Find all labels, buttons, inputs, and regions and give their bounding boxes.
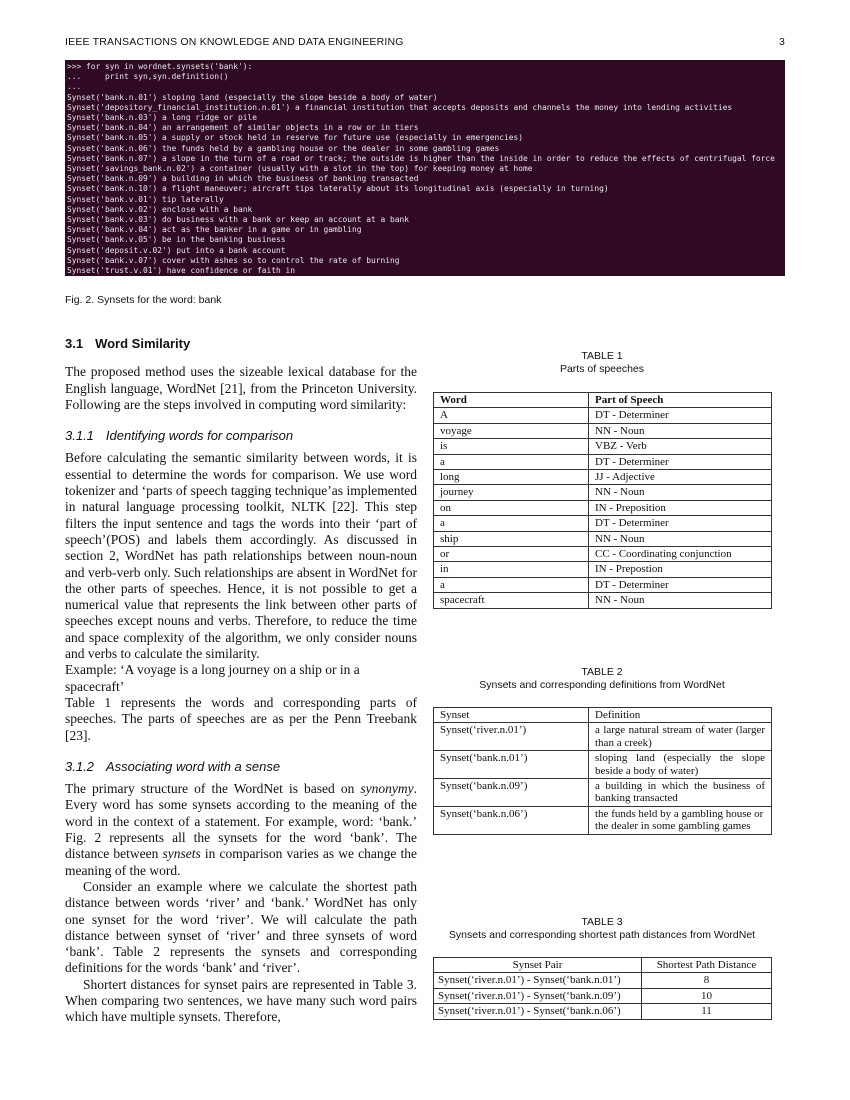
table-row bbox=[434, 562, 772, 577]
table-label: TABLE 2 bbox=[581, 666, 623, 678]
table-cell: a bbox=[434, 516, 589, 531]
table3-caption bbox=[432, 916, 772, 942]
table-cell: DT - Determiner bbox=[589, 454, 772, 469]
terminal-line: Synset('bank.v.03') do business with a bank or keep an account at a bank bbox=[67, 215, 410, 225]
terminal-line: Synset('bank.n.07') a slope in the turn of a road or track; the outside is higher than the inside in order to reduce the effects of centrifugal force bbox=[67, 153, 775, 163]
terminal-line: Synset('bank.n.01') sloping land (especially the slope beside a body of water) bbox=[67, 92, 438, 102]
table-cell: on bbox=[434, 500, 589, 515]
table-header-row bbox=[434, 393, 772, 408]
table-cell: or bbox=[434, 547, 589, 562]
terminal-line: Synset('bank.n.06') the funds held by a gambling house or the dealer in some gambling games bbox=[67, 143, 500, 153]
terminal-line: ... bbox=[67, 82, 82, 92]
table-row bbox=[434, 500, 772, 515]
table-cell: NN - Noun bbox=[589, 593, 772, 608]
subsection-heading bbox=[65, 428, 417, 444]
terminal-line: Synset('bank.v.05') be in the banking business bbox=[67, 235, 286, 245]
table-cell: a building in which the business of banking transacted bbox=[589, 779, 772, 807]
table-cell: Synset(‘bank.n.06’) bbox=[434, 806, 589, 834]
table1 bbox=[433, 392, 772, 609]
table-row bbox=[434, 423, 772, 438]
table-title: Parts of speeches bbox=[559, 363, 645, 375]
table-cell: Synset(‘river.n.01’) - Synset(‘bank.n.06’) bbox=[434, 1004, 642, 1019]
terminal-line: Synset('deposit.v.02') put into a bank account bbox=[67, 245, 286, 255]
column-header: Synset bbox=[434, 708, 589, 723]
table-cell: 11 bbox=[642, 1004, 772, 1019]
paragraph: Shortert distances for synset pairs are represented in Table 3. When comparing two sentences, we have many such word pairs which have multiple synsets. Therefore, bbox=[65, 976, 417, 1025]
terminal-line: Synset('bank.n.05') a supply or stock held in reserve for future use (especially in emergencies) bbox=[67, 133, 524, 143]
table-header-row bbox=[434, 708, 772, 723]
text-run: The primary structure of the WordNet is based on bbox=[65, 781, 361, 797]
paragraph: Consider an example where we calculate the shortest path distance between words ‘river’ and ‘bank.’ WordNet has only one synset for the word ‘river’. We will calculate the path distance between synset of ‘river’ and three synsets of word ‘bank’. Table 2 represents the synsets and corresponding definitions for the words ‘bank’ and ‘river’. bbox=[65, 878, 417, 976]
section-heading bbox=[65, 336, 417, 352]
text-run: in comparison varies as we change the meaning of the word. bbox=[65, 846, 417, 878]
table-cell: a bbox=[434, 454, 589, 469]
table-row bbox=[434, 973, 772, 988]
terminal-line: Synset('trust.v.01') have confidence or faith in bbox=[67, 266, 296, 276]
table-cell: 10 bbox=[642, 988, 772, 1003]
table-row bbox=[434, 751, 772, 779]
column-header: Shortest Path Distance bbox=[642, 958, 772, 973]
subsection-number: 3.1.1 bbox=[65, 428, 94, 444]
table-row bbox=[434, 408, 772, 423]
subsection-heading bbox=[65, 759, 417, 775]
table-cell: long bbox=[434, 470, 589, 485]
table-cell: is bbox=[434, 439, 589, 454]
table-cell: a large natural stream of water (larger than a creek) bbox=[589, 723, 772, 751]
table-cell: CC - Coordinating conjunction bbox=[589, 547, 772, 562]
table-row bbox=[434, 1004, 772, 1019]
column-header: Synset Pair bbox=[434, 958, 642, 973]
table-cell: Synset(‘bank.n.09’) bbox=[434, 779, 589, 807]
terminal-line: Synset('depository_financial_institution.n.01') a financial institution that accepts deposits and channels the money into lending activities bbox=[67, 102, 733, 112]
table-row bbox=[434, 516, 772, 531]
table-row bbox=[434, 577, 772, 592]
table-row bbox=[434, 485, 772, 500]
table-cell: DT - Determiner bbox=[589, 408, 772, 423]
table-row bbox=[434, 439, 772, 454]
table-cell: Synset(‘river.n.01’) - Synset(‘bank.n.01’) bbox=[434, 973, 642, 988]
table-cell: DT - Determiner bbox=[589, 516, 772, 531]
terminal-line: Synset('bank.v.01') tip laterally bbox=[67, 194, 224, 204]
subsection-number: 3.1.2 bbox=[65, 758, 94, 774]
terminal-line: Synset('bank.n.04') an arrangement of similar objects in a row or in tiers bbox=[67, 123, 419, 133]
table-cell: the funds held by a gambling house or the dealer in some gambling games bbox=[589, 806, 772, 834]
table-cell: Synset(‘river.n.01’) bbox=[434, 723, 589, 751]
table2-caption bbox=[432, 666, 772, 692]
terminal-screenshot bbox=[65, 60, 785, 276]
table-cell: NN - Noun bbox=[589, 423, 772, 438]
table-cell: in bbox=[434, 562, 589, 577]
page-number: 3 bbox=[778, 36, 785, 48]
table-row bbox=[434, 454, 772, 469]
table-cell: NN - Noun bbox=[589, 531, 772, 546]
table-title: Synsets and corresponding definitions from WordNet bbox=[479, 679, 725, 691]
table-row bbox=[434, 593, 772, 608]
table-cell: a bbox=[434, 577, 589, 592]
emphasis: synsets bbox=[162, 846, 201, 862]
table-row bbox=[434, 723, 772, 751]
paragraph: Before calculating the semantic similarity between words, it is essential to determine the words for comparison. We use word tokenizer and ‘parts of speech tagging technique’as implemented in natural language processing toolkit, NLTK [22]. This step filters the input sentence and tags the words into their ‘part of speech’(POS) and labels them accordingly. As discussed in section 2, WordNet has path relationships between noun-noun and verb-verb only. Such relationships are absent in WordNet for the other parts of speeches. Hence, it is not possible to get a numerical value that represents the link between other parts of speeches except nouns and verbs. Therefore, to reduce the time and space complexity of the algorithm, we only consider nouns and verbs to calculate the similarity. bbox=[65, 450, 417, 662]
table-row bbox=[434, 531, 772, 546]
example-sentence: Example: ‘A voyage is a long journey on a ship or in a spacecraft’ bbox=[65, 662, 360, 694]
column-header: Word bbox=[434, 393, 589, 408]
terminal-line: Synset('savings_bank.n.02') a container (usually with a slot in the top) for keeping money at home bbox=[67, 164, 533, 174]
table-cell: NN - Noun bbox=[589, 485, 772, 500]
paragraph: The proposed method uses the sizeable lexical database for the English language, WordNet [21], from the Princeton University. Following are the steps involved in computing word similarity: bbox=[65, 364, 417, 412]
table-cell: VBZ - Verb bbox=[589, 439, 772, 454]
table-cell: 8 bbox=[642, 973, 772, 988]
text-run: . Every word has some synsets according to the meaning of the word in the context of a statement. For example, word: ‘bank.’ Fig. 2 represents all the synsets for the word ‘bank’. The distance between bbox=[65, 781, 417, 862]
emphasis: synonymy bbox=[360, 781, 414, 797]
subsection-title: Identifying words for comparison bbox=[105, 428, 294, 444]
terminal-line: Synset('bank.n.10') a flight maneuver; aircraft tips laterally about its longitudinal axis (especially in turning) bbox=[67, 184, 609, 194]
table-cell: journey bbox=[434, 485, 589, 500]
table2 bbox=[433, 707, 772, 835]
table-cell: A bbox=[434, 408, 589, 423]
paragraph bbox=[65, 781, 417, 879]
table-row bbox=[434, 988, 772, 1003]
table-label: TABLE 3 bbox=[581, 916, 623, 928]
running-header: IEEE TRANSACTIONS ON KNOWLEDGE AND DATA ENGINEERING bbox=[65, 36, 404, 48]
table-cell: IN - Prepostion bbox=[589, 562, 772, 577]
terminal-line: Synset('bank.v.04') act as the banker in a game or in gambling bbox=[67, 225, 362, 235]
terminal-line: Synset('bank.n.09') a building in which the business of banking transacted bbox=[67, 174, 419, 184]
subsection-title: Associating word with a sense bbox=[105, 758, 281, 774]
section-number: 3.1 bbox=[65, 336, 84, 351]
table3 bbox=[433, 957, 772, 1020]
table-cell: voyage bbox=[434, 423, 589, 438]
terminal-line: Synset('bank.n.03') a long ridge or pile bbox=[67, 113, 258, 123]
table-label: TABLE 1 bbox=[581, 350, 623, 362]
table-cell: IN - Preposition bbox=[589, 500, 772, 515]
paragraph: Table 1 represents the words and corresponding parts of speeches. The parts of speeches are as per the Penn Treebank [23]. bbox=[65, 694, 417, 743]
table-cell: ship bbox=[434, 531, 589, 546]
table-title: Synsets and corresponding shortest path distances from WordNet bbox=[448, 929, 756, 941]
left-column bbox=[65, 336, 417, 1026]
table-header-row bbox=[434, 958, 772, 973]
table-cell: DT - Determiner bbox=[589, 577, 772, 592]
column-header: Part of Speech bbox=[589, 393, 772, 408]
table-cell: Synset(‘bank.n.01’) bbox=[434, 751, 589, 779]
table-cell: Synset(‘river.n.01’) - Synset(‘bank.n.09’) bbox=[434, 988, 642, 1003]
terminal-line: ... print syn,syn.definition() bbox=[67, 72, 229, 82]
table-cell: spacecraft bbox=[434, 593, 589, 608]
table-row bbox=[434, 806, 772, 834]
table-row bbox=[434, 470, 772, 485]
column-header: Definition bbox=[589, 708, 772, 723]
terminal-line: Synset('bank.v.02') enclose with a bank bbox=[67, 204, 253, 214]
table-row bbox=[434, 547, 772, 562]
terminal-line: Synset('bank.v.07') cover with ashes so to control the rate of burning bbox=[67, 255, 400, 265]
figure-caption: Fig. 2. Synsets for the word: bank bbox=[65, 294, 222, 306]
table-row bbox=[434, 779, 772, 807]
table-cell: sloping land (especially the slope beside a body of water) bbox=[589, 751, 772, 779]
table-cell: JJ - Adjective bbox=[589, 470, 772, 485]
section-title: Word Similarity bbox=[95, 336, 191, 351]
terminal-line: >>> for syn in wordnet.synsets('bank'): bbox=[67, 62, 253, 71]
table1-caption bbox=[432, 350, 772, 376]
